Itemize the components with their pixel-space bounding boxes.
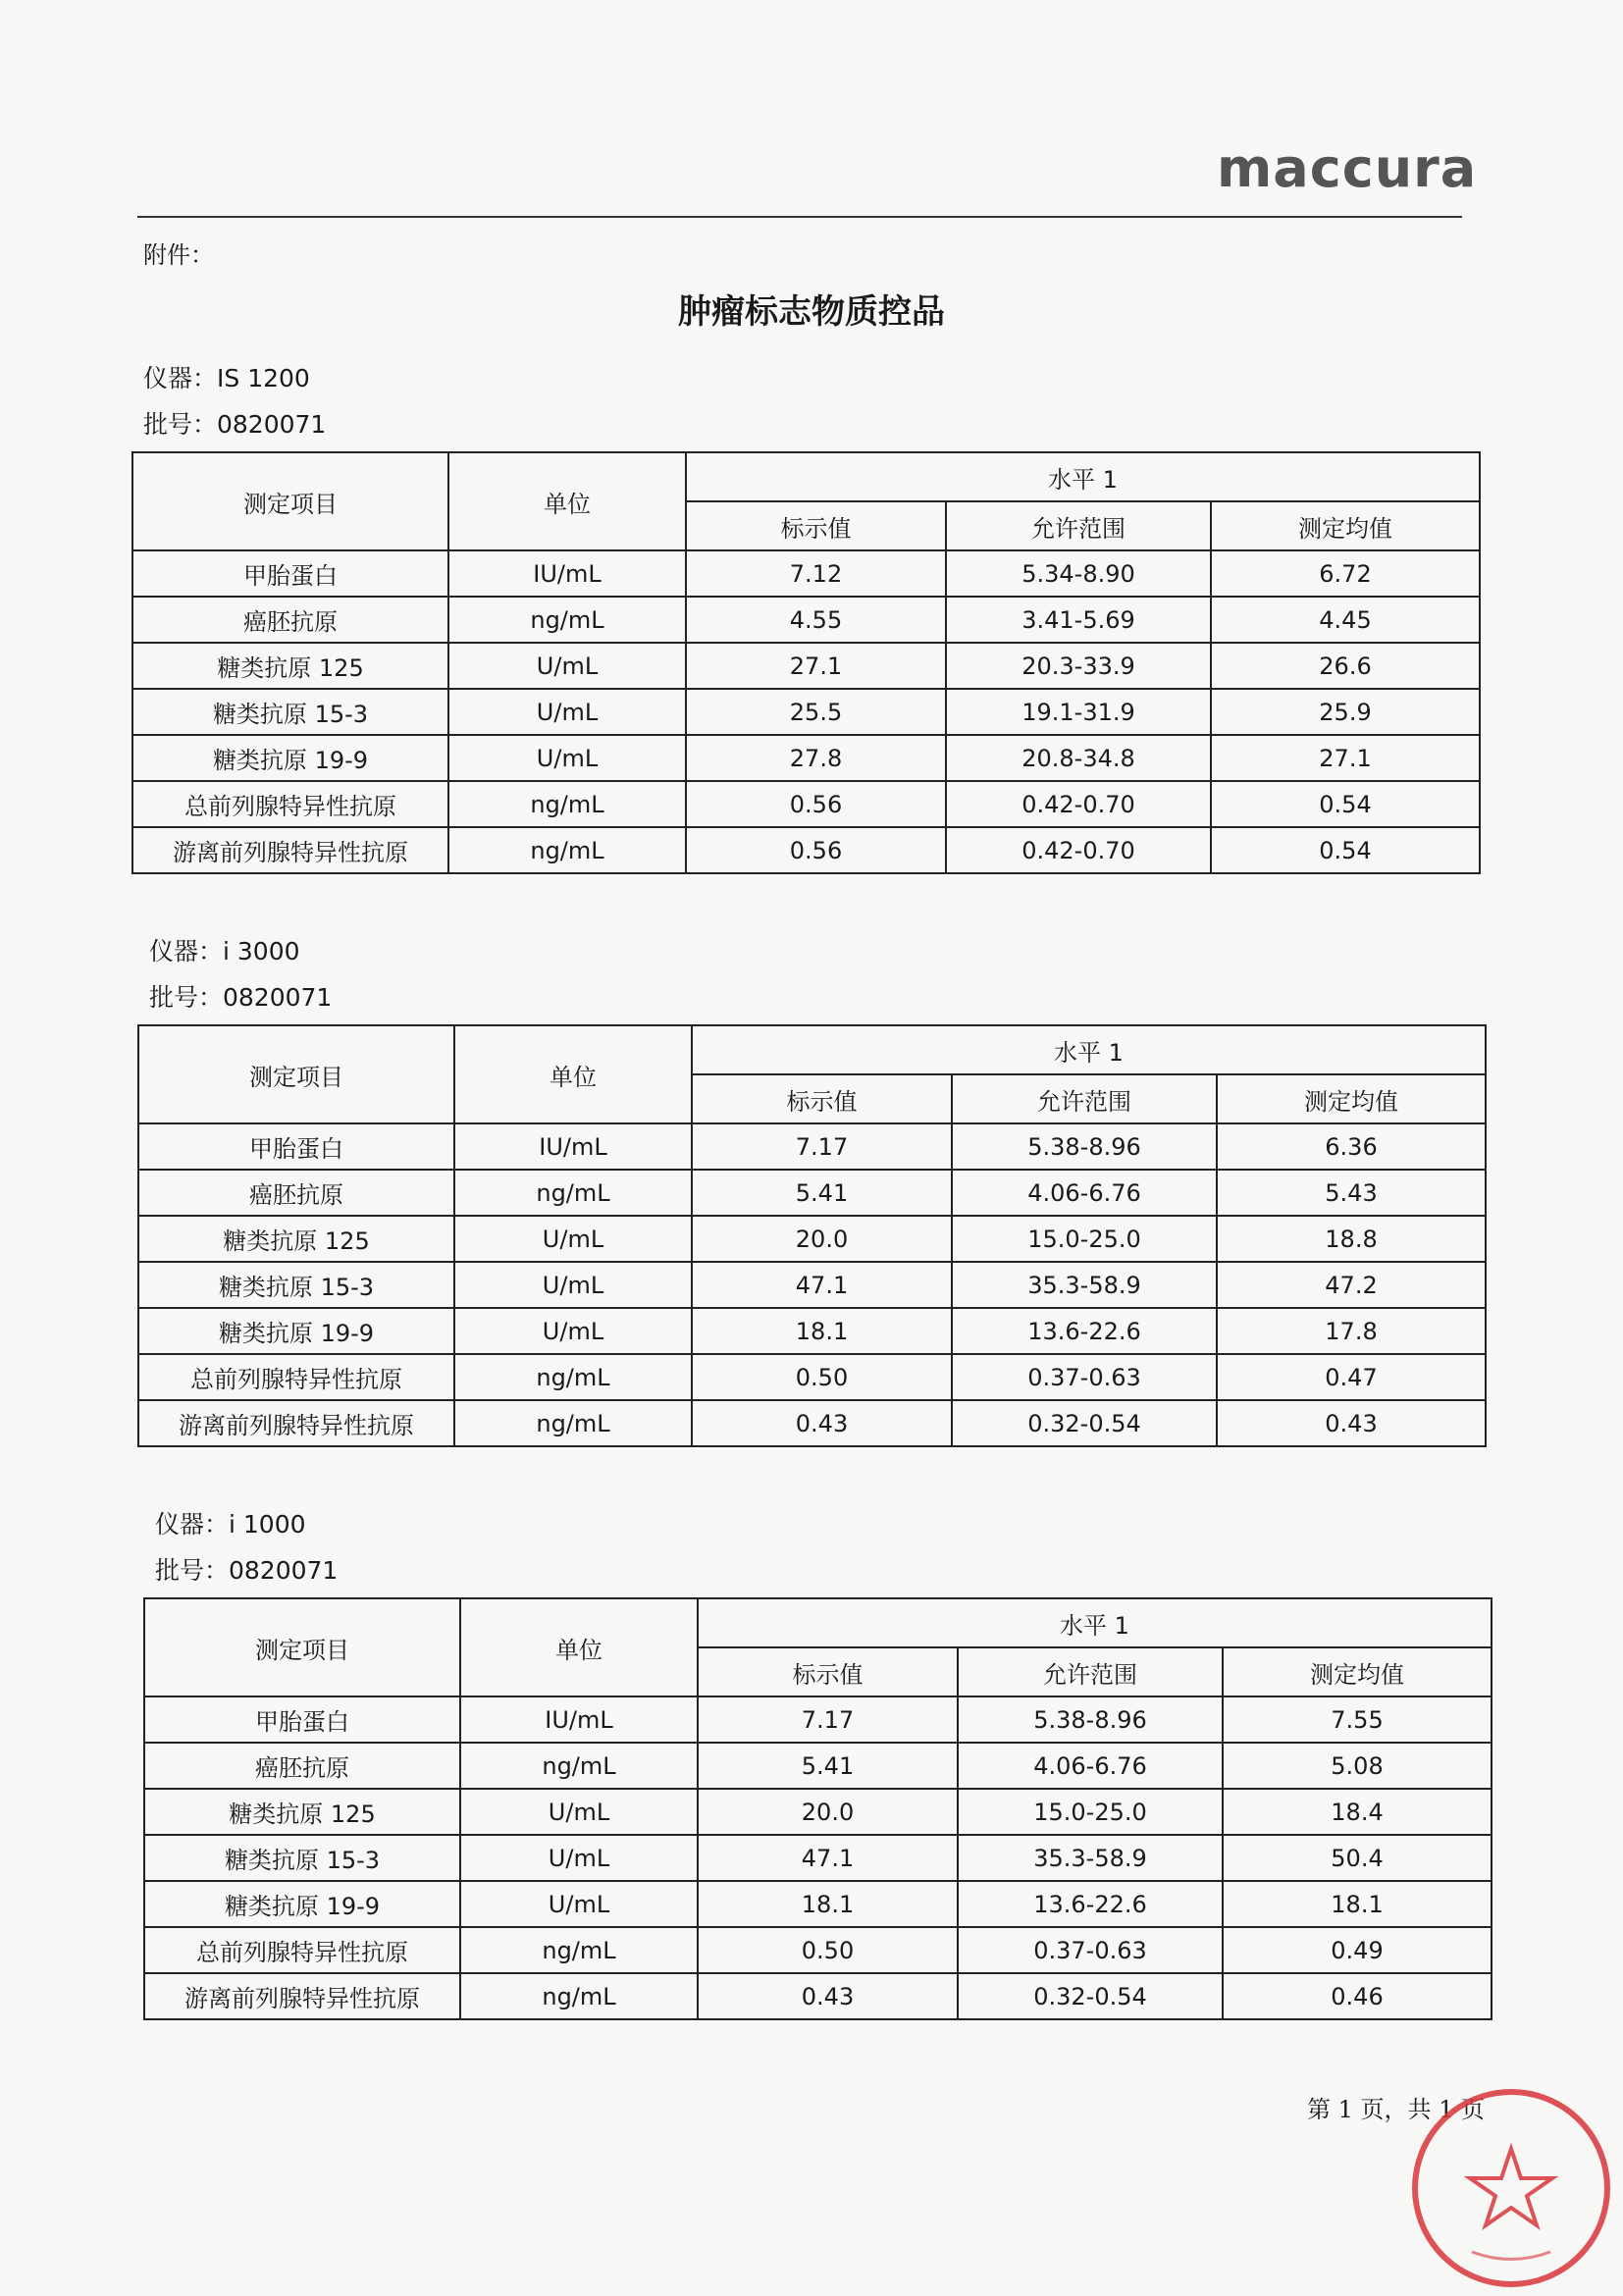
cell-target: 18.1	[692, 1308, 952, 1354]
cell-target: 20.0	[692, 1216, 952, 1262]
table-row	[144, 1927, 1492, 1973]
table-row	[132, 643, 1480, 689]
cell-mean: 17.8	[1217, 1308, 1486, 1354]
cell-mean: 0.46	[1223, 1973, 1492, 2019]
cell-target: 27.8	[686, 735, 946, 781]
cell-item: 癌胚抗原	[138, 1170, 454, 1216]
cell-target: 5.41	[698, 1743, 958, 1789]
cell-target: 47.1	[692, 1262, 952, 1308]
cell-item: 癌胚抗原	[132, 597, 448, 643]
cell-item: 糖类抗原 15-3	[138, 1262, 454, 1308]
cell-range: 0.37-0.63	[952, 1354, 1217, 1400]
table-row	[138, 1216, 1486, 1262]
cell-range: 0.32-0.54	[958, 1973, 1223, 2019]
instrument-label: 仪器：IS 1200	[143, 364, 310, 392]
cell-target: 25.5	[686, 689, 946, 735]
cell-range: 0.37-0.63	[958, 1927, 1223, 1973]
cell-mean: 5.08	[1223, 1743, 1492, 1789]
cell-range: 13.6-22.6	[958, 1881, 1223, 1927]
cell-range: 0.42-0.70	[946, 827, 1211, 873]
cell-mean: 27.1	[1211, 735, 1480, 781]
lot-label: 批号：0820071	[149, 983, 333, 1012]
cell-range: 0.32-0.54	[952, 1400, 1217, 1446]
cell-target: 4.55	[686, 597, 946, 643]
cell-unit: U/mL	[454, 1216, 692, 1262]
cell-range: 5.38-8.96	[952, 1123, 1217, 1170]
table-header-row	[138, 1025, 1486, 1074]
table-row	[138, 1123, 1486, 1170]
cell-unit: ng/mL	[454, 1354, 692, 1400]
cell-unit: ng/mL	[448, 827, 686, 873]
cell-range: 4.06-6.76	[952, 1170, 1217, 1216]
cell-mean: 18.4	[1223, 1789, 1492, 1835]
header-level: 水平 1	[692, 1025, 1486, 1074]
header-level: 水平 1	[686, 452, 1480, 501]
cell-item: 糖类抗原 19-9	[144, 1881, 460, 1927]
table-row	[144, 1881, 1492, 1927]
cell-item: 糖类抗原 19-9	[138, 1308, 454, 1354]
cell-range: 5.38-8.96	[958, 1696, 1223, 1743]
header-level: 水平 1	[698, 1598, 1492, 1647]
document-title: 肿瘤标志物质控品	[678, 292, 945, 332]
cell-range: 0.42-0.70	[946, 781, 1211, 827]
table-row	[138, 1354, 1486, 1400]
header-range: 允许范围	[946, 501, 1211, 550]
cell-mean: 7.55	[1223, 1696, 1492, 1743]
cell-target: 18.1	[698, 1881, 958, 1927]
cell-unit: U/mL	[460, 1835, 698, 1881]
cell-unit: IU/mL	[454, 1123, 692, 1170]
cell-mean: 0.47	[1217, 1354, 1486, 1400]
cell-mean: 0.54	[1211, 827, 1480, 873]
cell-target: 27.1	[686, 643, 946, 689]
page-number: 第 1 页，共 1 页	[1307, 2096, 1486, 2123]
header-item: 测定项目	[138, 1025, 454, 1123]
cell-item: 游离前列腺特异性抗原	[138, 1400, 454, 1446]
cell-unit: ng/mL	[460, 1973, 698, 2019]
cell-unit: IU/mL	[460, 1696, 698, 1743]
cell-item: 游离前列腺特异性抗原	[144, 1973, 460, 2019]
header-unit: 单位	[454, 1025, 692, 1123]
table-row	[132, 689, 1480, 735]
cell-item: 糖类抗原 125	[132, 643, 448, 689]
cell-unit: ng/mL	[454, 1400, 692, 1446]
cell-range: 4.06-6.76	[958, 1743, 1223, 1789]
cell-unit: ng/mL	[448, 781, 686, 827]
header-item: 测定项目	[132, 452, 448, 550]
cell-range: 3.41-5.69	[946, 597, 1211, 643]
table-row	[138, 1400, 1486, 1446]
instrument-section	[149, 932, 1487, 1447]
cell-mean: 18.8	[1217, 1216, 1486, 1262]
cell-unit: U/mL	[460, 1789, 698, 1835]
cell-target: 0.43	[698, 1973, 958, 2019]
cell-target: 7.12	[686, 550, 946, 597]
table-row	[144, 1696, 1492, 1743]
cell-item: 甲胎蛋白	[132, 550, 448, 597]
header-divider	[137, 216, 1462, 218]
header-range: 允许范围	[952, 1074, 1217, 1123]
cell-range: 20.8-34.8	[946, 735, 1211, 781]
instrument-section	[143, 359, 1481, 874]
qc-table	[131, 451, 1481, 874]
cell-unit: U/mL	[448, 643, 686, 689]
cell-mean: 6.72	[1211, 550, 1480, 597]
cell-item: 糖类抗原 19-9	[132, 735, 448, 781]
table-row	[138, 1308, 1486, 1354]
cell-mean: 25.9	[1211, 689, 1480, 735]
cell-item: 甲胎蛋白	[138, 1123, 454, 1170]
header-target: 标示值	[686, 501, 946, 550]
cell-target: 47.1	[698, 1835, 958, 1881]
cell-unit: U/mL	[460, 1881, 698, 1927]
cell-item: 总前列腺特异性抗原	[132, 781, 448, 827]
cell-target: 0.50	[692, 1354, 952, 1400]
cell-mean: 4.45	[1211, 597, 1480, 643]
instrument-section	[155, 1505, 1492, 2020]
instrument-label: 仪器：i 3000	[149, 937, 300, 965]
cell-range: 5.34-8.90	[946, 550, 1211, 597]
cell-mean: 0.54	[1211, 781, 1480, 827]
cell-range: 15.0-25.0	[952, 1216, 1217, 1262]
cell-target: 0.43	[692, 1400, 952, 1446]
table-row	[132, 597, 1480, 643]
cell-mean: 18.1	[1223, 1881, 1492, 1927]
cell-range: 13.6-22.6	[952, 1308, 1217, 1354]
table-header-row	[144, 1598, 1492, 1647]
cell-unit: U/mL	[448, 689, 686, 735]
cell-unit: ng/mL	[454, 1170, 692, 1216]
cell-unit: U/mL	[454, 1262, 692, 1308]
cell-item: 癌胚抗原	[144, 1743, 460, 1789]
table-header-row	[132, 452, 1480, 501]
cell-item: 总前列腺特异性抗原	[144, 1927, 460, 1973]
instrument-label: 仪器：i 1000	[155, 1510, 306, 1539]
cell-mean: 5.43	[1217, 1170, 1486, 1216]
cell-mean: 0.43	[1217, 1400, 1486, 1446]
header-unit: 单位	[448, 452, 686, 550]
cell-range: 35.3-58.9	[958, 1835, 1223, 1881]
header-target: 标示值	[692, 1074, 952, 1123]
cell-target: 20.0	[698, 1789, 958, 1835]
table-row	[144, 1789, 1492, 1835]
table-row	[144, 1835, 1492, 1881]
cell-item: 糖类抗原 15-3	[144, 1835, 460, 1881]
table-row	[138, 1262, 1486, 1308]
cell-range: 35.3-58.9	[952, 1262, 1217, 1308]
cell-mean: 0.49	[1223, 1927, 1492, 1973]
cell-mean: 50.4	[1223, 1835, 1492, 1881]
cell-item: 总前列腺特异性抗原	[138, 1354, 454, 1400]
table-row	[132, 827, 1480, 873]
header-range: 允许范围	[958, 1647, 1223, 1696]
cell-unit: ng/mL	[460, 1743, 698, 1789]
company-seal-stamp	[1403, 2080, 1619, 2296]
cell-mean: 6.36	[1217, 1123, 1486, 1170]
cell-target: 7.17	[698, 1696, 958, 1743]
table-row	[132, 781, 1480, 827]
table-row	[132, 735, 1480, 781]
table-row	[144, 1973, 1492, 2019]
cell-target: 0.50	[698, 1927, 958, 1973]
qc-table	[137, 1024, 1487, 1447]
cell-item: 糖类抗原 125	[144, 1789, 460, 1835]
cell-mean: 47.2	[1217, 1262, 1486, 1308]
cell-target: 0.56	[686, 827, 946, 873]
attachment-label: 附件：	[143, 241, 214, 269]
cell-target: 7.17	[692, 1123, 952, 1170]
cell-target: 5.41	[692, 1170, 952, 1216]
cell-item: 糖类抗原 125	[138, 1216, 454, 1262]
header-target: 标示值	[698, 1647, 958, 1696]
cell-range: 15.0-25.0	[958, 1789, 1223, 1835]
cell-unit: IU/mL	[448, 550, 686, 597]
header-mean: 测定均值	[1211, 501, 1480, 550]
lot-label: 批号：0820071	[155, 1556, 339, 1585]
cell-range: 20.3-33.9	[946, 643, 1211, 689]
cell-mean: 26.6	[1211, 643, 1480, 689]
cell-target: 0.56	[686, 781, 946, 827]
cell-unit: U/mL	[454, 1308, 692, 1354]
cell-unit: U/mL	[448, 735, 686, 781]
cell-unit: ng/mL	[460, 1927, 698, 1973]
cell-item: 甲胎蛋白	[144, 1696, 460, 1743]
qc-table	[143, 1597, 1492, 2020]
header-mean: 测定均值	[1223, 1647, 1492, 1696]
header-mean: 测定均值	[1217, 1074, 1486, 1123]
table-row	[138, 1170, 1486, 1216]
table-row	[132, 550, 1480, 597]
cell-unit: ng/mL	[448, 597, 686, 643]
lot-label: 批号：0820071	[143, 410, 327, 439]
company-logo: maccura	[1217, 137, 1478, 199]
cell-item: 游离前列腺特异性抗原	[132, 827, 448, 873]
table-row	[144, 1743, 1492, 1789]
cell-item: 糖类抗原 15-3	[132, 689, 448, 735]
header-unit: 单位	[460, 1598, 698, 1696]
cell-range: 19.1-31.9	[946, 689, 1211, 735]
header-item: 测定项目	[144, 1598, 460, 1696]
